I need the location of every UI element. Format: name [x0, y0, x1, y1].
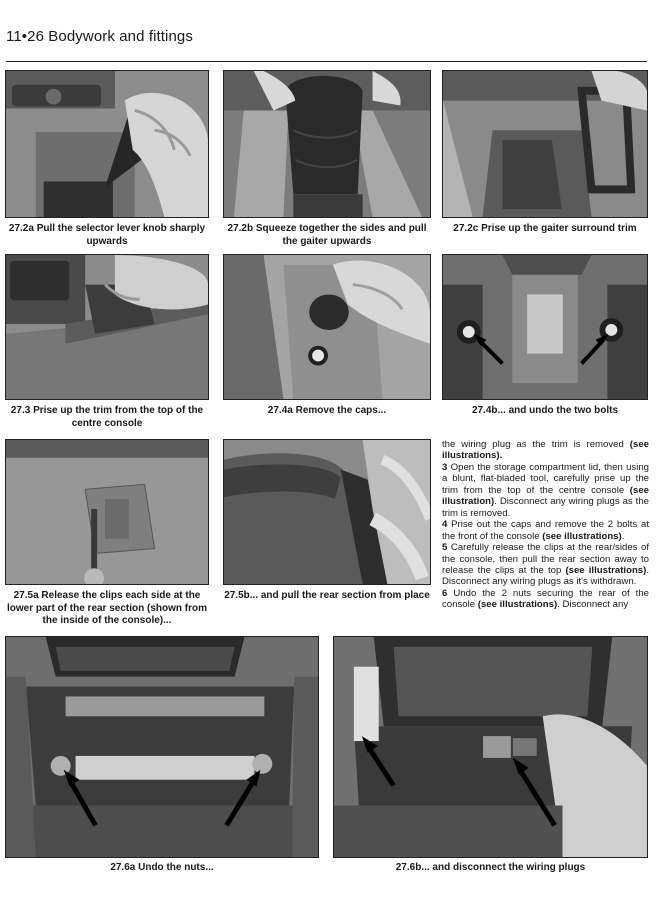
caption-27-2a: 27.2a Pull the selector lever knob sharply upwards: [8, 223, 206, 247]
caption-27-6a: 27.6a Undo the nuts...: [110, 862, 214, 873]
photo-27-5a: [5, 439, 209, 585]
photo-27-3: [5, 254, 209, 400]
caption-27-5b: 27.5b... and pull the rear section from place: [224, 590, 430, 601]
step-4: 4 Prise out the caps and remove the 2 bolts at the front of the console (see illustrations).: [442, 519, 649, 542]
page-number: 11•26: [6, 28, 45, 45]
caption-27-2b: 27.2b Squeeze together the sides and pull the gaiter upwards: [227, 223, 427, 247]
caption-27-5a: 27.5a Release the clips each side at the lower part of the rear section (shown from the inside of the console)...: [6, 590, 208, 626]
step-6: 6 Undo the 2 nuts securing the rear of the console (see illustrations). Disconnect any: [442, 587, 650, 611]
photo-27-4a: [223, 254, 431, 400]
caption-27-4a: 27.4a Remove the caps...: [267, 405, 387, 416]
body-lead: the wiring plug as the trim is removed (see illustrations).: [442, 439, 649, 462]
photo-27-4b: [442, 254, 648, 400]
caption-27-4b: 27.4b... and undo the two bolts: [471, 405, 619, 416]
page-header: [6, 28, 193, 45]
step-5: 5 Carefully release the clips at the rear/sides of the console, then pull the rear section away to release the clips at the top (see illustrations). Disconnect any wiring plugs as it's withdrawn.: [442, 542, 650, 588]
caption-27-6b: 27.6b... and disconnect the wiring plugs: [395, 862, 586, 873]
caption-27-3: 27.3 Prise up the trim from the top of the centre console: [10, 405, 204, 429]
photo-27-2a: [5, 70, 209, 218]
body-text: [442, 439, 649, 611]
caption-27-2c: 27.2c Prise up the gaiter surround trim: [453, 223, 637, 234]
photo-27-2c: [442, 70, 648, 218]
step-3: 3 Open the storage compartment lid, then using a blunt, flat-bladed tool, carefully prise up the trim from the top of the centre console (see illustration). Disconnect any wiring plugs as the trim is removed.: [442, 461, 650, 519]
photo-27-5b: [223, 439, 431, 585]
photo-27-2b: [223, 70, 431, 218]
section-title: Bodywork and fittings: [48, 28, 193, 45]
header-rule: [6, 61, 647, 62]
photo-27-6a: [5, 636, 319, 858]
photo-27-6b: [333, 636, 648, 858]
